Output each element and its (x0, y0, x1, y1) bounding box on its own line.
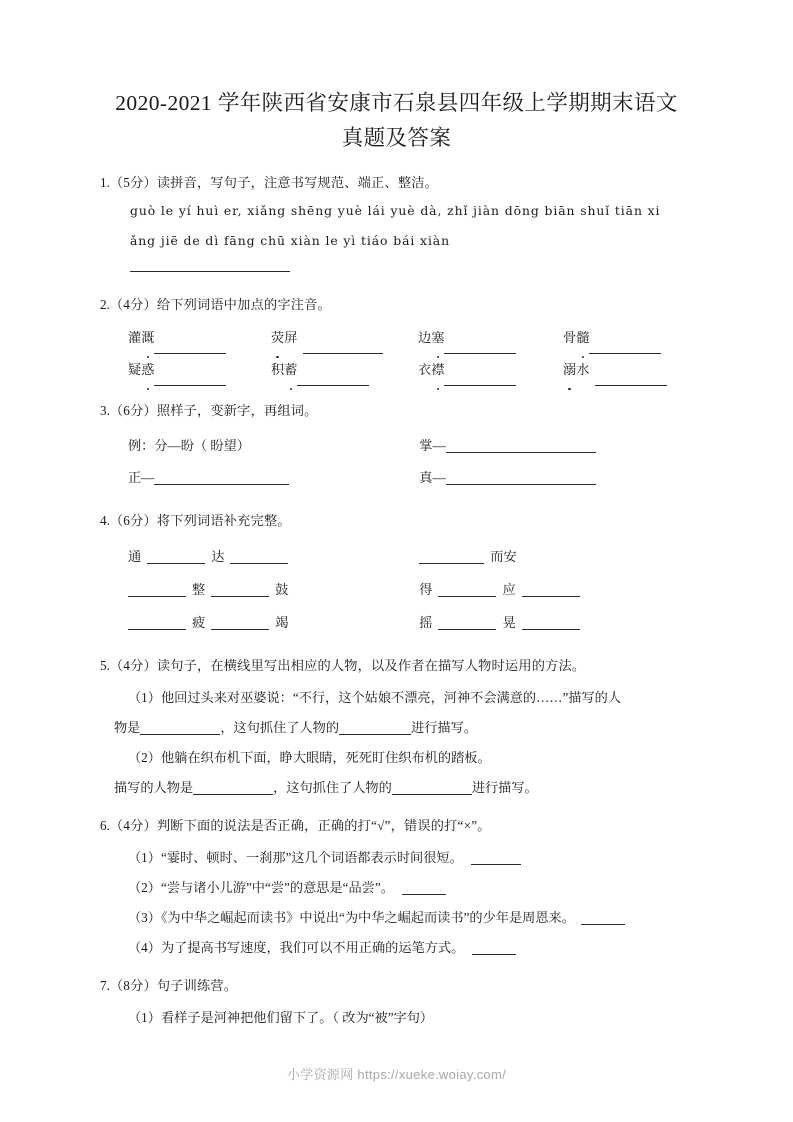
page-title (100, 86, 693, 156)
answer-blank[interactable] (402, 894, 446, 895)
sub-text: 《为中华之崛起而读书》中说出“为中华之崛起而读书”的少年是周恩来。 (160, 910, 575, 925)
question-3-example: 例：分—盼（ 盼望） (128, 438, 250, 453)
answer-blank[interactable] (522, 596, 580, 597)
answer-blank[interactable] (297, 385, 369, 386)
answer-blank[interactable] (211, 596, 269, 597)
question-7-score: （8分） (109, 978, 157, 993)
word-dotted-char: 荧 (271, 322, 284, 354)
sub-index: （1） (128, 850, 161, 865)
word-post: 水 (576, 362, 590, 377)
question-4-score: （6分） (109, 513, 157, 528)
question-7-sub-1 (100, 1003, 693, 1033)
idiom-char: 达 (211, 549, 225, 564)
word-pre: 边 (418, 330, 432, 345)
idiom-right (419, 606, 693, 639)
question-1-prompt: 读拼音，写句子，注意书写规范、端正、整洁。 (156, 175, 438, 190)
answer-blank[interactable] (230, 563, 288, 564)
sub-text-pre: 描写的人物是 (114, 780, 194, 795)
question-4-head (100, 508, 693, 534)
question-3-number: 3. (100, 403, 110, 418)
question-3-row-1 (100, 430, 693, 462)
word-pre: 疑 (128, 362, 142, 377)
question-6-head (100, 813, 693, 839)
question-2-number: 2. (100, 297, 110, 312)
answer-blank[interactable] (419, 563, 484, 564)
idiom-right (419, 540, 693, 573)
question-2-row-2 (100, 354, 693, 386)
question-2 (100, 292, 693, 386)
sub-text-mid: ，这句抓住了人物的 (220, 720, 340, 735)
word-pre: 积 (271, 362, 285, 377)
question-3-head (100, 398, 693, 424)
word-text (418, 322, 444, 354)
question-4 (100, 508, 693, 639)
question-2-head (100, 292, 693, 318)
idiom-char: 竭 (275, 615, 289, 630)
question-5-score: （4分） (109, 658, 157, 673)
word-text (128, 322, 154, 354)
question-5-sub-2-answerline (100, 773, 693, 803)
question-1-number: 1. (100, 175, 110, 190)
answer-blank[interactable] (472, 954, 516, 955)
answer-blank[interactable] (128, 596, 186, 597)
word-text (128, 354, 154, 386)
question-3-item-stem: 掌— (419, 438, 446, 453)
word-dotted-char: 溺 (563, 354, 576, 386)
question-2-score: （4分） (109, 297, 157, 312)
word-item (271, 354, 418, 386)
answer-blank[interactable] (438, 596, 496, 597)
question-5 (100, 653, 693, 803)
page-title-line-2: 真题及答案 (341, 126, 452, 150)
question-1-body (100, 196, 693, 272)
question-6-prompt: 判断下面的说法是否正确，正确的打“√”，错误的打“×”。 (156, 818, 491, 833)
answer-blank[interactable] (193, 794, 273, 795)
word-item (271, 322, 418, 354)
question-6-sub-1 (100, 843, 693, 873)
question-3 (100, 398, 693, 494)
word-dotted-char: 溉 (141, 322, 154, 354)
word-dotted-char: 塞 (431, 322, 444, 354)
sub-text: 他回过头来对巫婆说：“不行，这个姑娘不漂亮，河神不会满意的……”描写的人 (160, 690, 622, 705)
answer-blank[interactable] (446, 452, 596, 453)
question-1 (100, 170, 693, 272)
word-item (128, 322, 271, 354)
word-dotted-char: 蓄 (284, 354, 297, 386)
answer-blank[interactable] (581, 924, 625, 925)
answer-rule-q1[interactable] (130, 270, 290, 272)
question-6-sub-2 (100, 873, 693, 903)
question-2-prompt: 给下列词语中加点的字注音。 (156, 297, 331, 312)
question-7-prompt: 句子训练营。 (156, 978, 238, 993)
idiom-char: 整 (192, 582, 206, 597)
footer-watermark: 小学资源网 https://xueke.woiay.com/ (287, 1067, 506, 1082)
question-6-score: （4分） (109, 818, 157, 833)
sub-index: （3） (128, 910, 161, 925)
page-title-line-1: 2020-2021 学年陕西省安康市石泉县四年级上学期期末语文 (115, 91, 678, 115)
word-item (563, 354, 667, 386)
word-text (271, 322, 297, 354)
question-4-row-2 (100, 573, 693, 606)
pinyin-line-2: ǎng jiē de dì fāng chū xiàn le yì tiáo bái xiàn (130, 233, 450, 248)
sub-text-post: 进行描写。 (471, 780, 538, 795)
question-6-sub-4 (100, 933, 693, 963)
answer-blank[interactable] (444, 385, 516, 386)
sub-text: “尝与诸小儿游”中“尝”的意思是“品尝”。 (160, 880, 394, 895)
word-pre: 骨 (563, 330, 577, 345)
idiom-char: 得 (419, 582, 433, 597)
word-dotted-char: 髓 (576, 322, 589, 354)
question-5-head (100, 653, 693, 679)
idiom-left (128, 573, 419, 606)
idiom-char: 晃 (502, 615, 516, 630)
answer-blank[interactable] (392, 794, 472, 795)
question-7 (100, 973, 693, 1033)
question-6 (100, 813, 693, 963)
sub-index: （1） (128, 1010, 161, 1025)
answer-blank[interactable] (438, 629, 496, 630)
question-5-prompt: 读句子，在横线里写出相应的人物，以及作者在描写人物时运用的方法。 (156, 658, 586, 673)
question-6-number: 6. (100, 818, 110, 833)
word-pre: 灌 (128, 330, 142, 345)
sub-text-mid: ，这句抓住了人物的 (273, 780, 392, 795)
question-5-sub-2 (100, 743, 693, 773)
question-3-item-stem: 正— (128, 470, 155, 485)
question-3-prompt: 照样子，变新字，再组词。 (156, 403, 318, 418)
answer-blank[interactable] (446, 484, 596, 485)
sub-text: 看样子是河神把他们留下了。（ 改为“被”字句） (160, 1010, 434, 1025)
answer-blank[interactable] (339, 734, 411, 735)
question-6-sub-3 (100, 903, 693, 933)
question-5-number: 5. (100, 658, 110, 673)
word-item (563, 322, 661, 354)
answer-blank[interactable] (154, 385, 226, 386)
answer-blank[interactable] (154, 484, 289, 485)
idiom-char: 而安 (490, 549, 517, 564)
question-7-head (100, 973, 693, 999)
idiom-left (128, 606, 419, 639)
question-3-row-2 (100, 462, 693, 494)
word-text (563, 322, 589, 354)
word-text (418, 354, 444, 386)
question-7-number: 7. (100, 978, 110, 993)
question-3-item (128, 462, 419, 494)
question-3-item (419, 462, 693, 494)
word-item (418, 354, 563, 386)
question-5-sub-1-answerline (100, 713, 693, 743)
question-1-head (100, 170, 693, 196)
word-item (128, 354, 271, 386)
question-4-row-1 (100, 540, 693, 573)
word-pre: 衣 (418, 362, 432, 377)
word-text (563, 354, 589, 386)
question-3-score: （6分） (109, 403, 157, 418)
sub-text: “霎时、顿时、一刹那”这几个词语都表示时间很短。 (160, 850, 463, 865)
sub-index: （1） (128, 690, 161, 705)
word-item (418, 322, 563, 354)
word-post: 屏 (284, 330, 298, 345)
question-4-row-3 (100, 606, 693, 639)
sub-index: （4） (128, 940, 161, 955)
answer-blank[interactable] (128, 629, 186, 630)
answer-blank[interactable] (595, 385, 667, 386)
question-3-item (419, 430, 693, 462)
question-4-prompt: 将下列词语补充完整。 (156, 513, 291, 528)
answer-blank[interactable] (522, 629, 580, 630)
question-5-sub-1 (100, 683, 693, 713)
sub-index: （2） (128, 750, 161, 765)
word-dotted-char: 惑 (141, 354, 154, 386)
idiom-char: 疲 (192, 615, 206, 630)
sub-text-pre: 物是 (114, 720, 141, 735)
answer-blank[interactable] (140, 734, 220, 735)
idiom-char: 摇 (419, 615, 433, 630)
sub-text: 为了提高书写速度，我们可以不用正确的运笔方式。 (160, 940, 465, 955)
question-2-row-1 (100, 322, 693, 354)
sub-index: （2） (128, 880, 161, 895)
idiom-char: 应 (502, 582, 516, 597)
idiom-char: 通 (128, 549, 142, 564)
answer-blank[interactable] (147, 563, 205, 564)
answer-blank[interactable] (471, 864, 521, 865)
word-dotted-char: 襟 (431, 354, 444, 386)
idiom-char: 鼓 (275, 582, 289, 597)
question-1-score: （5分） (109, 175, 157, 190)
idiom-right (419, 573, 693, 606)
word-text (271, 354, 297, 386)
question-3-item-stem: 真— (419, 470, 446, 485)
pinyin-line-1: guò le yí huì er, xiǎng shēng yuè lái yuè dà, zhǐ jiàn dōng biān shuǐ tiān xi (130, 203, 661, 218)
answer-blank[interactable] (211, 629, 269, 630)
question-4-number: 4. (100, 513, 110, 528)
sub-text-post: 进行描写。 (411, 720, 477, 735)
sub-text: 他躺在织布机下面，睁大眼睛，死死盯住织布机的踏板。 (160, 750, 491, 765)
idiom-left (128, 540, 419, 573)
